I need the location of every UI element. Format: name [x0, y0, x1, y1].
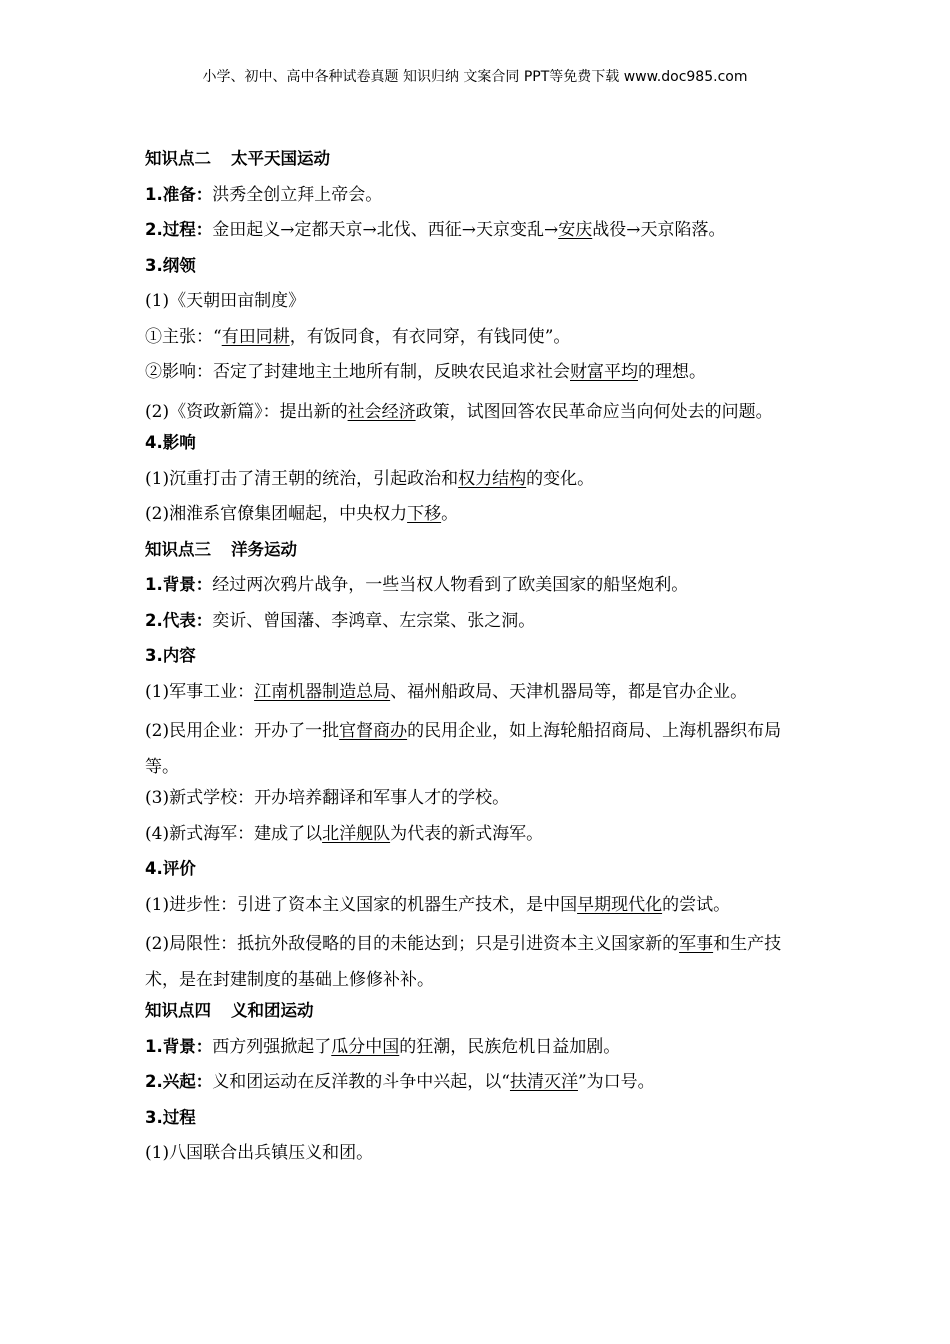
kp3-content-4: (4)新式海军：建成了以北洋舰队为代表的新式海军。 [145, 823, 544, 844]
kp3-background: 1.背景：经过两次鸦片战争，一些当权人物看到了欧美国家的船坚炮利。 [145, 575, 689, 595]
kp3-evaluation-2: (2)局限性：抵抗外敌侵略的目的未能达到；只是引进资本主义国家新的军事和生产技术，是在封建制度的基础上修修补补。 [145, 934, 782, 990]
document-body [145, 146, 815, 1176]
kp4-process-1: (1)八国联合出兵镇压义和团。 [145, 1143, 374, 1163]
kp3-evaluation-1: (1)进步性：引进了资本主义国家的机器生产技术，是中国早期现代化的尝试。 [145, 894, 731, 915]
kp3-content-2: (2)民用企业：开办了一批官督商办的民用企业，如上海轮船招商局、上海机器织布局等。 [145, 721, 782, 777]
kp2-impact-1: (1)沉重打击了清王朝的统治，引起政治和权力结构的变化。 [145, 468, 595, 489]
kp3-content-heading: 3.内容 [145, 646, 196, 665]
kp4-process-heading: 3.过程 [145, 1107, 196, 1127]
kp2-impact-heading: 4.影响 [145, 433, 196, 452]
kp3-evaluation-heading: 4.评价 [145, 859, 196, 878]
kp2-program-effect: ②影响：否定了封建地主土地所有制，反映农民追求社会财富平均的理想。 [145, 362, 706, 382]
kp3-content-1: (1)军事工业：江南机器制造总局、福州船政局、天津机器局等，都是官办企业。 [145, 681, 748, 702]
kp2-process: 2.过程：金田起义→定都天京→北伐、西征→天京变乱→安庆战役→天京陷落。 [145, 220, 726, 240]
kp2-preparation: 1.准备：洪秀全创立拜上帝会。 [145, 184, 383, 205]
section-title-kp3: 知识点三 洋务运动 [145, 539, 297, 559]
kp4-background: 1.背景：西方列强掀起了瓜分中国的狂潮，民族危机日益加剧。 [145, 1036, 621, 1057]
kp3-content-3: (3)新式学校：开办培养翻译和军事人才的学校。 [145, 788, 510, 808]
page-header: 小学、初中、高中各种试卷真题 知识归纳 文案合同 PPT等免费下载 www.doc985.com [202, 69, 748, 85]
kp2-program-claim: ①主张：“有田同耕，有饭同食，有衣同穿，有钱同使”。 [145, 326, 571, 347]
kp2-program-2: (2)《资政新篇》：提出新的社会经济政策，试图回答农民革命应当向何处去的问题。 [145, 401, 773, 422]
kp3-representatives: 2.代表：奕䜣、曾国藩、李鸿章、左宗棠、张之洞。 [145, 610, 536, 631]
section-title-kp4: 知识点四 义和团运动 [145, 1001, 314, 1020]
section-title-kp2: 知识点二 太平天国运动 [145, 149, 330, 168]
kp2-impact-2: (2)湘淮系官僚集团崛起，中央权力下移。 [145, 504, 459, 524]
kp2-program-heading: 3.纲领 [145, 255, 196, 275]
kp2-program-1: (1)《天朝田亩制度》 [145, 291, 306, 311]
kp4-rise: 2.兴起：义和团运动在反洋教的斗争中兴起，以“扶清灭洋”为口号。 [145, 1072, 655, 1092]
